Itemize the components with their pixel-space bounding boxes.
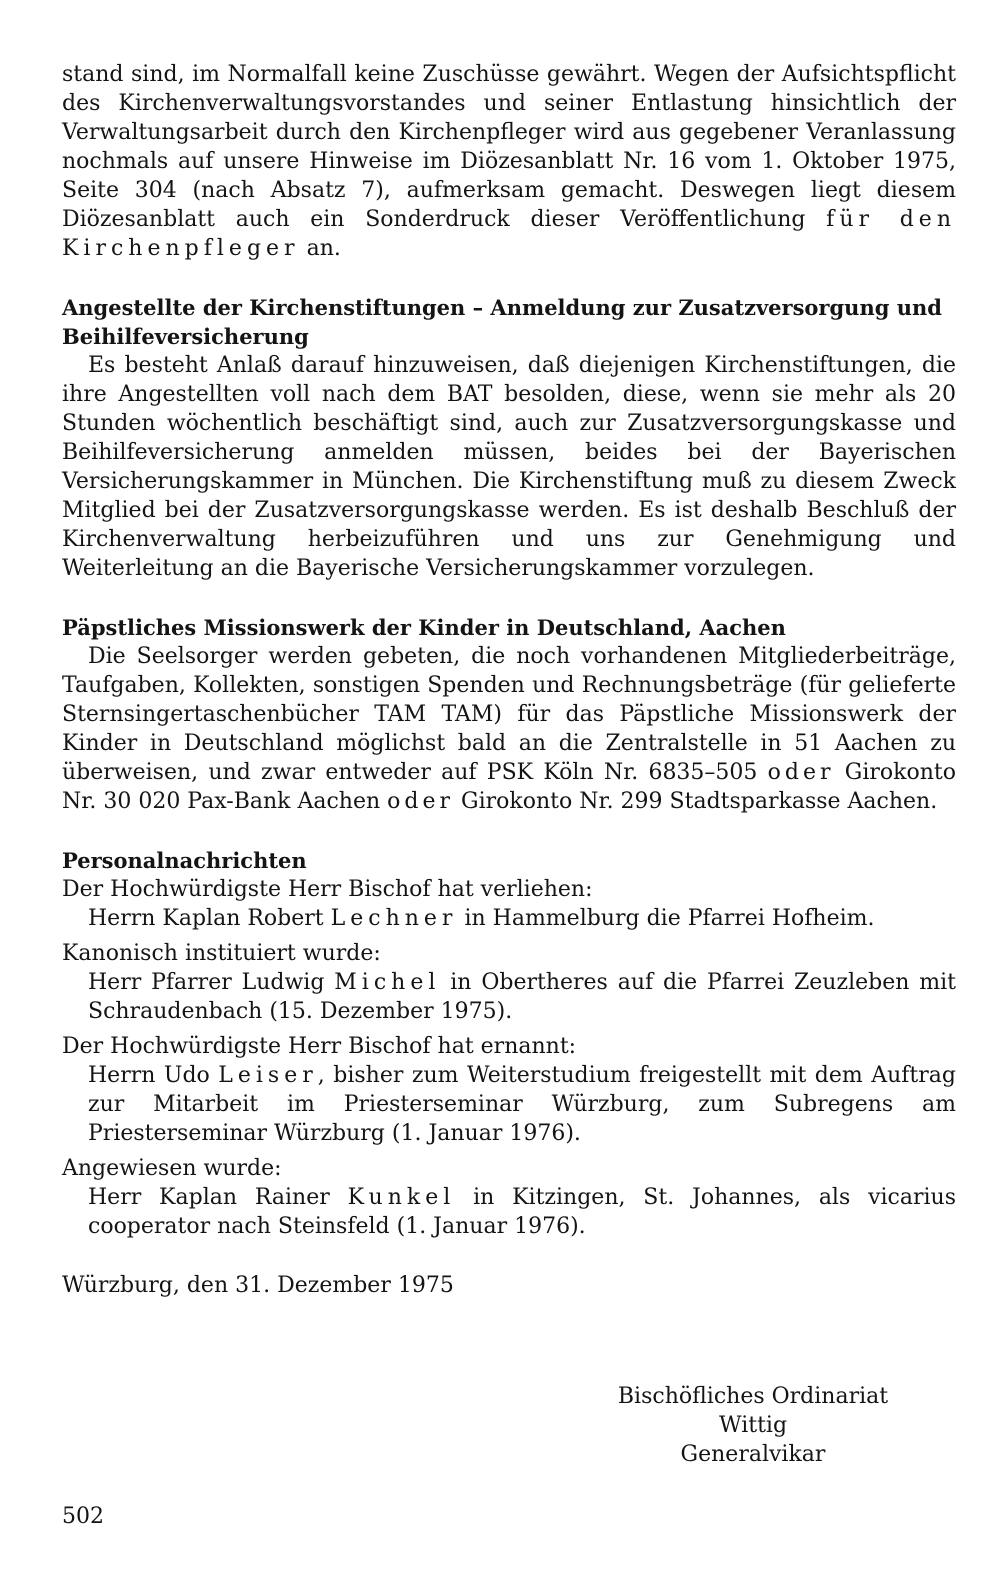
- signature-block: [608, 1382, 898, 1469]
- intro-spaced-text: für den Kirchenpfleger: [62, 207, 956, 261]
- entry-prefix: Herrn Udo: [88, 1063, 219, 1088]
- personal-entry-label: Kanonisch instituiert wurde:: [62, 941, 381, 966]
- personal-entry-label: Der Hochwürdigste Herr Bischof hat ernannt:: [62, 1034, 577, 1059]
- entry-surname: Leiser: [218, 1063, 318, 1088]
- signature-title: Generalvikar: [680, 1442, 826, 1467]
- personal-entry-text: [88, 1183, 956, 1241]
- personal-entry-label: Der Hochwürdigste Herr Bischof hat verliehen:: [62, 877, 593, 902]
- intro-text: stand sind, im Normalfall keine Zuschüsse gewährt. Wegen der Aufsichtspflicht des Kirchenverwaltungsvorstandes und seiner Entlastung hinsichtlich der Verwaltungsarbeit durch den Kirchenpfleger wird aus gegebener Veranlassung nochmals auf unsere Hinweise im Diözesanblatt Nr. 16 vom 1. Oktober 1975, Seite 304 (nach Absatz 7), aufmerksam gemacht. Deswegen liegt diesem Diözesanblatt auch ein Sonderdruck dieser Veröffentlichung: [62, 62, 956, 232]
- personal-entry: [62, 939, 956, 1026]
- personal-entry-text: [88, 1061, 956, 1148]
- section-body-missionswerk: [62, 642, 956, 816]
- personal-entry-text: [88, 904, 956, 933]
- missionswerk-text-2: Girokonto Nr. 30 020 Pax-Bank Aachen: [62, 760, 956, 814]
- entry-suffix: , bisher zum Weiterstudium freigestellt mit dem Auftrag zur Mitarbeit im Priesterseminar Würzburg, zum Subregens am Priesterseminar Würzburg (1. Januar 1976).: [88, 1063, 956, 1146]
- personal-entry-text: [88, 968, 956, 1026]
- section-heading-personalnachrichten: Personalnachrichten: [62, 848, 307, 873]
- missionswerk-oder-2: oder: [387, 789, 455, 814]
- intro-end: an.: [299, 236, 341, 261]
- entry-surname: Kunkel: [347, 1185, 456, 1210]
- entry-suffix: in Obertheres auf die Pfarrei Zeuzleben mit Schraudenbach (15. Dezember 1975).: [88, 970, 956, 1024]
- section-heading-zusatzversorgung: Angestellte der Kirchenstiftungen – Anmeldung zur Zusatzversorgung und Beihilfeversicherung: [62, 295, 942, 349]
- entry-prefix: Herr Pfarrer Ludwig: [88, 970, 335, 995]
- entry-suffix: in Kitzingen, St. Johannes, als vicarius cooperator nach Steinsfeld (1. Januar 1976).: [88, 1185, 956, 1239]
- missionswerk-oder-1: oder: [767, 760, 835, 785]
- missionswerk-text-3: Girokonto Nr. 299 Stadtsparkasse Aachen.: [454, 789, 938, 814]
- place-and-date: Würzburg, den 31. Dezember 1975: [62, 1273, 454, 1298]
- section-body-zusatzversorgung: Es besteht Anlaß darauf hinzuweisen, daß diejenigen Kirchenstiftungen, die ihre Angestellten voll nach dem BAT besolden, diese, wenn sie mehr als 20 Stunden wöchentlich beschäftigt sind, auch zur Zusatzversorgungskasse und Beihilfeversicherung anmelden müssen, beides bei der Bayerischen Versicherungskammer in München. Die Kirchenstiftung muß zu diesem Zweck Mitglied bei der Zusatzversorgungskasse werden. Es ist deshalb Beschluß der Kirchenverwaltung herbeizuführen und uns zur Genehmigung und Weiterleitung an die Bayerische Versicherungskammer vorzulegen.: [62, 353, 956, 581]
- page-content: [62, 60, 956, 1300]
- entry-prefix: Herrn Kaplan Robert: [88, 906, 331, 931]
- entry-surname: Michel: [334, 970, 441, 995]
- signature-office: Bischöfliches Ordinariat: [617, 1384, 889, 1409]
- personal-entry: [62, 875, 956, 933]
- personal-entry: [62, 1154, 956, 1241]
- missionswerk-text-1: Die Seelsorger werden gebeten, die noch vorhandenen Mitgliederbeiträge, Taufgaben, Kollekten, sonstigen Spenden und Rechnungsbeträge (für gelieferte Sternsingertaschenbücher TAM TAM) für das Päpstliche Missionswerk der Kinder in Deutschland möglichst bald an die Zentralstelle in 51 Aachen zu überweisen, und zwar entweder auf PSK Köln Nr. 6835–505: [62, 644, 956, 785]
- page-number: 502: [62, 1504, 104, 1529]
- intro-paragraph: [62, 60, 956, 263]
- entry-prefix: Herr Kaplan Rainer: [88, 1185, 348, 1210]
- personal-entry-label: Angewiesen wurde:: [62, 1156, 282, 1181]
- personal-entry: [62, 1032, 956, 1148]
- entry-suffix: in Hammelburg die Pfarrei Hofheim.: [457, 906, 875, 931]
- signature-name: Wittig: [718, 1413, 788, 1438]
- section-heading-missionswerk: Päpstliches Missionswerk der Kinder in Deutschland, Aachen: [62, 615, 786, 640]
- entry-surname: Lechner: [330, 906, 458, 931]
